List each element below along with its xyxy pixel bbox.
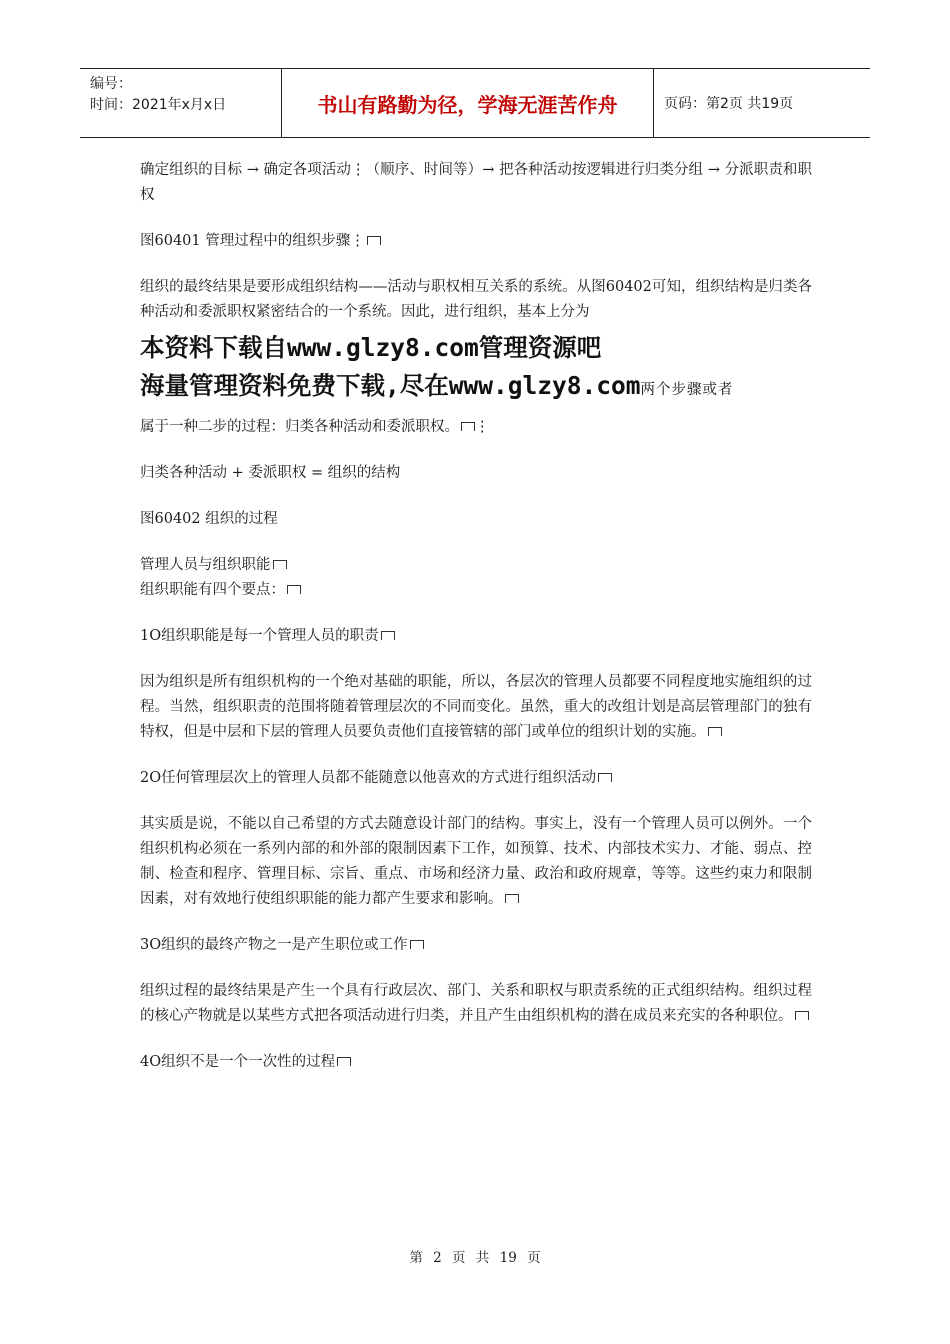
banner-tail-text: 两个步骤或者 — [640, 382, 734, 398]
paragraph-mark-icon — [337, 1057, 351, 1066]
point-4-heading: 4O组织不是一个一次性的过程 — [140, 1050, 812, 1075]
page-footer: 第 2 页 共 19 页 — [409, 1250, 541, 1266]
formula-line: 归类各种活动 + 委派职权 = 组织的结构 — [140, 465, 401, 481]
header-motto: 书山有路勤为径，学海无涯苦作舟 — [282, 69, 654, 137]
number-label: 编号： — [90, 76, 132, 92]
paragraph-mark-icon — [381, 631, 395, 640]
watermark-banner — [140, 329, 812, 409]
paragraph-flow: 确定组织的目标 → 确定各项活动⋮（顺序、时间等）→ 把各种活动按逻辑进行归类分组 → 分派职责和职权 — [140, 162, 812, 203]
figure-caption-60402: 图60402 组织的过程 — [140, 511, 278, 527]
paragraph-two-steps: 属于一种二步的过程：归类各种活动和委派职权。 ⋮ — [140, 419, 490, 435]
point-1-heading: 1O组织职能是每一个管理人员的职责 — [140, 624, 812, 649]
banner-line-2: 海量管理资料免费下载,尽在www.glzy8.com两个步骤或者 — [140, 371, 734, 400]
paragraph-structure: 组织的最终结果是要形成组织结构——活动与职权相互关系的系统。从图60402可知，组织结构是归类各种活动和委派职权紧密结合的一个系统。因此，进行组织，基本上分为 — [140, 279, 812, 320]
point-2-heading: 2O任何管理层次上的管理人员都不能随意以他喜欢的方式进行组织活动 — [140, 766, 812, 791]
document-body — [140, 158, 812, 1075]
paragraph-mark-icon — [410, 940, 424, 949]
paragraph-mark-icon — [598, 773, 612, 782]
time-label: 时间：2021年x月x日 — [90, 97, 227, 113]
paragraph-mark-icon — [505, 894, 519, 903]
section-heading: 管理人员与组织职能 — [140, 553, 812, 578]
key-points-intro: 组织职能有四个要点： — [140, 578, 812, 603]
paragraph-mark-icon — [287, 585, 301, 594]
paragraph-mark-icon — [273, 560, 287, 569]
point-2-body: 其实质是说，不能以自己希望的方式去随意设计部门的结构。事实上，没有一个管理人员可以例外。一个组织机构必须在一系列内部的和外部的限制因素下工作，如预算、技术、内部技术实力、才能、弱点、控制、检查和程序、管理目标、宗旨、重点、市场和经济力量、政治和政府规章，等等。这些约束力和限制因素，对有效地行使组织职能的能力都产生要求和影响。 — [140, 816, 812, 907]
paragraph-mark-icon — [461, 422, 475, 431]
header-page-info: 页码：第2页 共19页 — [664, 96, 794, 112]
point-1-body: 因为组织是所有组织机构的一个绝对基础的职能，所以，各层次的管理人员都要不同程度地实施组织的过程。当然，组织职责的范围将随着管理层次的不同而变化。虽然，重大的改组计划是高层管理部门的独有特权，但是中层和下层的管理人员要负责他们直接管辖的部门或单位的组织计划的实施。 — [140, 674, 812, 740]
paragraph-mark-icon — [708, 727, 722, 736]
paragraph-mark-icon — [367, 236, 381, 245]
paragraph-mark-icon — [795, 1011, 809, 1020]
page-header — [80, 68, 870, 138]
header-meta — [80, 69, 282, 137]
figure-caption-60401: 图60401 管理过程中的组织步骤⋮ — [140, 229, 812, 254]
point-3-body: 组织过程的最终结果是产生一个具有行政层次、部门、关系和职权与职责系统的正式组织结构。组织过程的核心产物就是以某些方式把各项活动进行归类，并且产生由组织机构的潜在成员来充实的各种职位。 — [140, 983, 812, 1024]
point-3-heading: 3O组织的最终产物之一是产生职位或工作 — [140, 933, 812, 958]
banner-line-1: 本资料下载自www.glzy8.com管理资源吧 — [140, 333, 602, 362]
